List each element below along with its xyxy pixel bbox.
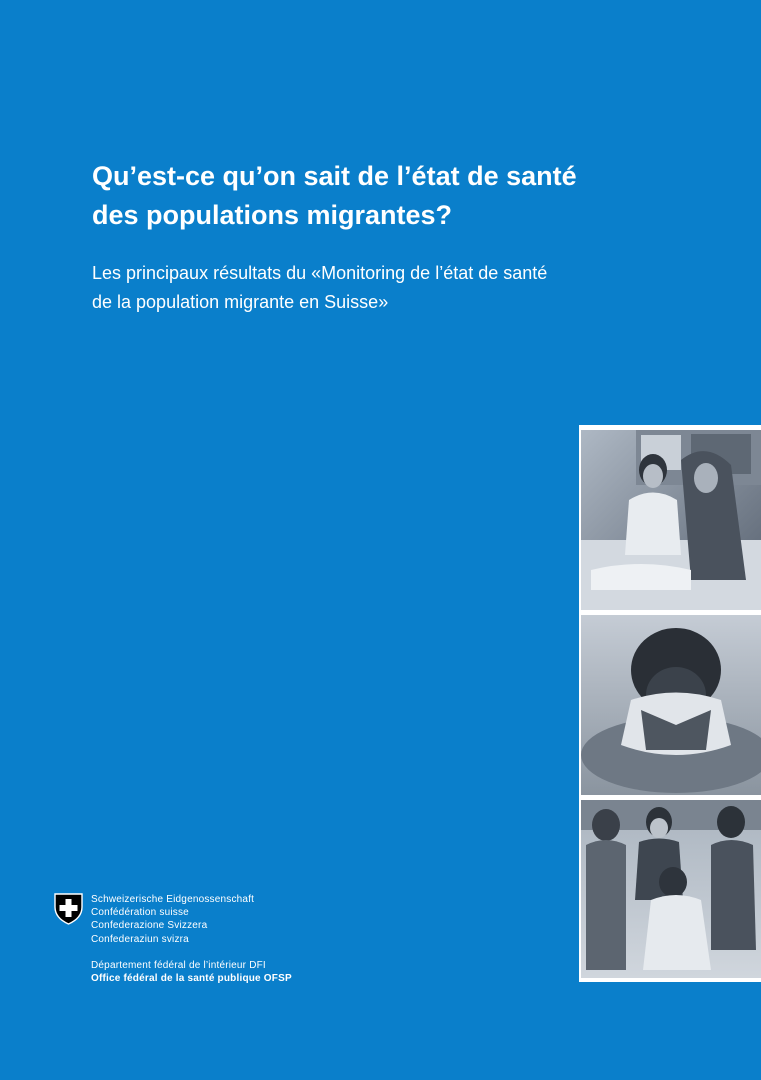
photo-woman-head-in-hands [581,615,761,795]
document-title [92,157,712,235]
photo-two-women-at-table [581,430,761,610]
photo-group-of-women-laughing [581,800,761,978]
confederation-name-it: Confederazione Svizzera [91,920,208,932]
title-line-2: des populations migrantes? [92,200,453,230]
document-subtitle [92,259,712,317]
department-name: Département fédéral de l’intérieur DFI [91,960,266,971]
subtitle-line-2: de la population migrante en Suisse» [92,292,389,312]
photo-strip [579,425,761,982]
confederation-name-rm: Confederaziun svizra [91,933,189,945]
confederation-name-fr: Confédération suisse [91,907,189,919]
confederation-name-de: Schweizerische Eidgenossenschaft [91,894,255,905]
office-name: Office fédéral de la santé publique OFSP [91,973,292,985]
department-info [91,959,292,985]
subtitle-line-1: Les principaux résultats du «Monitoring de l’état de santé [92,263,548,283]
title-line-1: Qu’est-ce qu’on sait de l’état de santé [92,161,577,191]
swiss-cross-shield-icon [54,893,83,925]
confederation-names [91,893,254,946]
